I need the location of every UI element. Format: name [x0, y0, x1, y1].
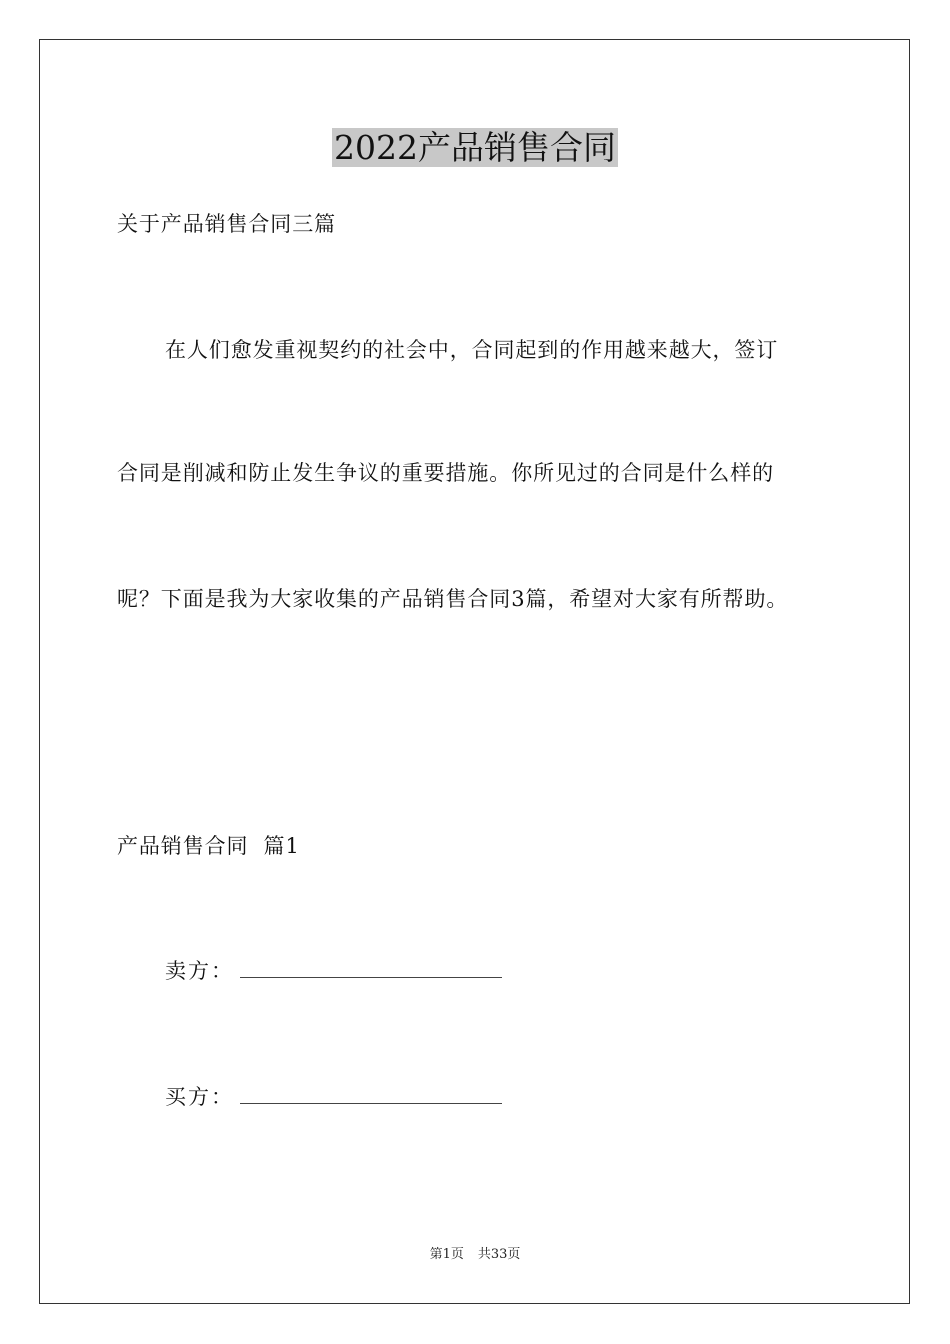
section-heading: 产品销售合同 篇1 [117, 834, 300, 858]
buyer-blank-line [240, 1083, 502, 1104]
document-title [0, 126, 950, 170]
document-title-text: 2022产品销售合同 [334, 128, 616, 167]
seller-field [165, 956, 502, 986]
page-total: 共33页 [477, 1247, 521, 1262]
intro-line-2: 合同是削减和防止发生争议的重要措施。你所见过的合同是什么样的 [117, 461, 774, 485]
page-footer [0, 1246, 950, 1264]
seller-label: 卖方： [165, 959, 234, 983]
document-subtitle: 关于产品销售合同三篇 [117, 212, 336, 236]
buyer-label: 买方： [165, 1085, 234, 1109]
page-number: 第1页 [429, 1247, 464, 1262]
intro-line-3: 呢？下面是我为大家收集的产品销售合同3篇，希望对大家有所帮助。 [117, 587, 789, 611]
seller-blank-line [240, 957, 502, 978]
buyer-field [165, 1082, 502, 1112]
intro-line-1: 在人们愈发重视契约的社会中，合同起到的作用越来越大，签订 [165, 338, 779, 362]
